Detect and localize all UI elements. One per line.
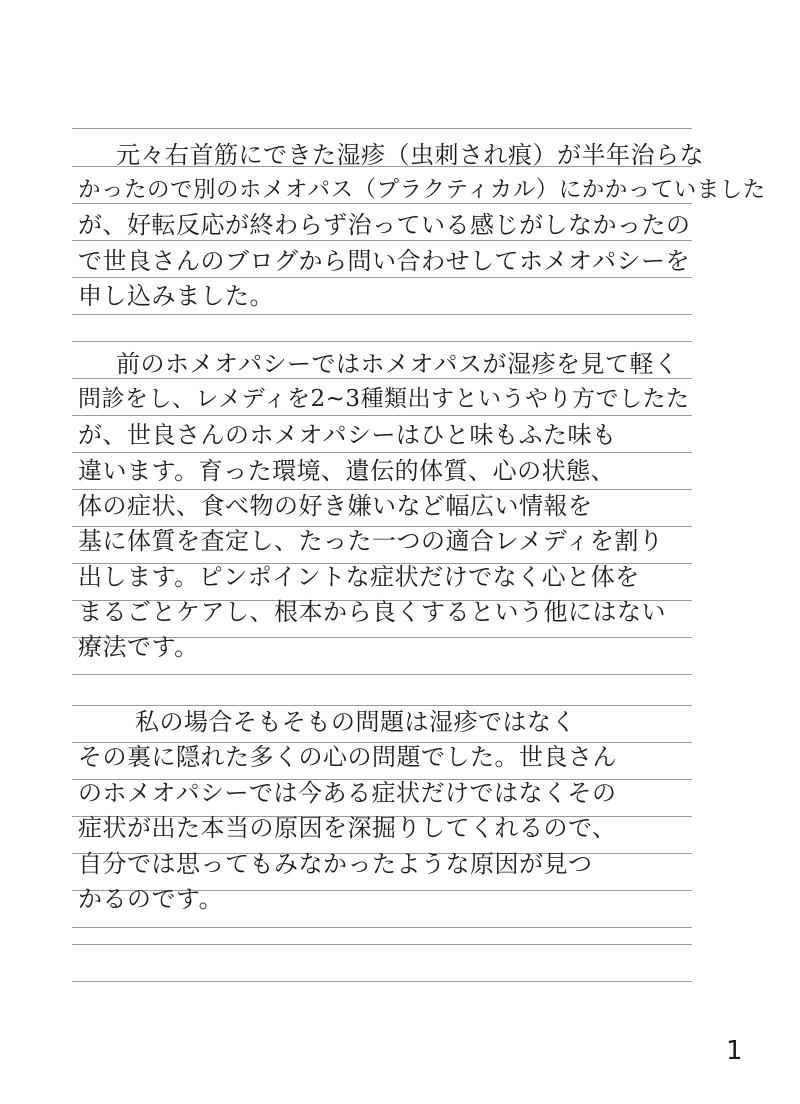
- paragraph-3-line-1: 私の場合そもそもの問題は湿疹ではなく: [135, 708, 576, 736]
- paragraph-2-line-5: 体の症状、食べ物の好き嫌いなど幅広い情報を: [78, 492, 593, 520]
- paragraph-3-line-2: その裏に隠れた多くの心の問題でした。世良さん: [78, 743, 617, 771]
- ruled-line: [72, 944, 692, 945]
- paragraph-1-line-4: で世良さんのブログから問い合わせしてホメオパシーを: [78, 247, 691, 275]
- paragraph-1-line-5: 申し込みました。: [78, 282, 274, 310]
- paragraph-2-line-4: 違います。育った環境、遺伝的体質、心の状態、: [78, 457, 616, 485]
- ruled-line: [72, 705, 692, 706]
- paragraph-3-line-5: 自分では思ってもみなかったような原因が見つ: [78, 850, 593, 878]
- ruled-line: [72, 128, 692, 129]
- ruled-line: [72, 415, 692, 416]
- ruled-line: [72, 277, 692, 278]
- paragraph-3-line-4: 症状が出た本当の原因を深掘りしてくれるので、: [78, 814, 617, 842]
- ruled-line: [72, 341, 692, 342]
- paragraph-1-line-2: かったので別のホメオパス（プラクティカル）にかかっていました: [78, 177, 766, 203]
- ruled-line: [72, 489, 692, 490]
- paragraph-2-line-7: 出します。ピンポイントな症状だけでなく心と体を: [78, 563, 640, 591]
- paragraph-2-line-1: 前のホメオパシーではホメオパスが湿疹を見て軽く: [116, 350, 679, 378]
- paragraph-1-line-1: 元々右首筋にできた湿疹（虫刺され痕）が半年治らな: [116, 141, 704, 169]
- ruled-line: [72, 240, 692, 241]
- ruled-line: [72, 927, 692, 928]
- ruled-line: [72, 981, 692, 982]
- page-number: 1: [726, 1036, 743, 1066]
- paragraph-2-line-8: まるごとケアし、根本から良くするという他にはない: [78, 598, 666, 626]
- paragraph-3-line-6: かるのです。: [78, 885, 224, 913]
- paragraph-1-line-3: が、好転反応が終わらず治っている感じがしなかったの: [78, 211, 691, 239]
- paragraph-2-line-6: 基に体質を査定し、たった一つの適合レメディを割り: [78, 527, 664, 555]
- paragraph-2-line-2: 問診をし、レメディを2~3種類出すというやり方でしたた: [78, 386, 690, 412]
- ruled-line: [72, 314, 692, 315]
- paragraph-3-line-3: のホメオパシーでは今ある症状だけではなくその: [78, 779, 617, 807]
- ruled-line: [72, 674, 692, 675]
- paragraph-2-line-9: 療法です。: [78, 633, 199, 661]
- ruled-line: [72, 452, 692, 453]
- paragraph-2-line-3: が、世良さんのホメオパシーはひと味もふた味も: [78, 421, 617, 449]
